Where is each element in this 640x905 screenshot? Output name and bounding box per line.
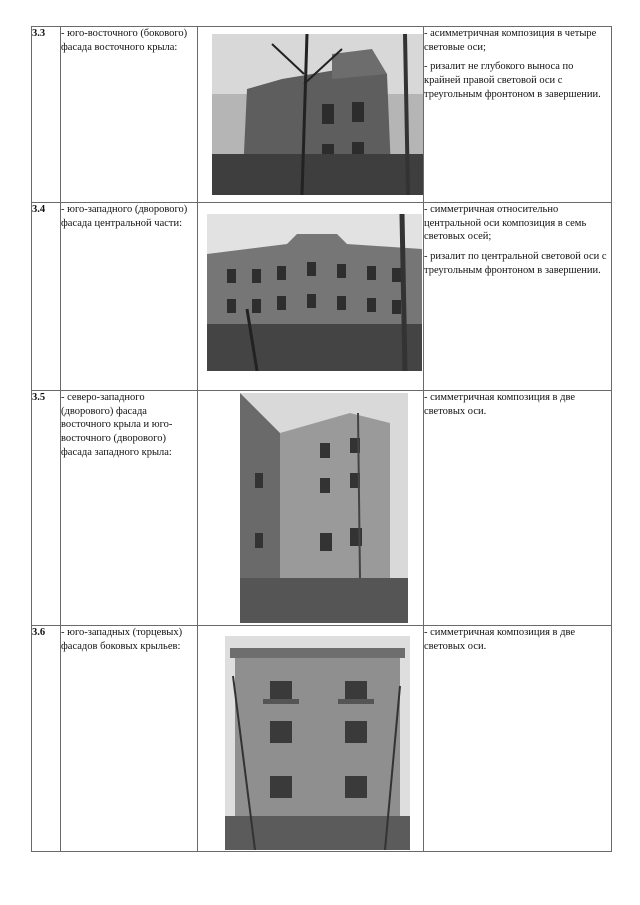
- facade-description: [424, 203, 612, 391]
- table-row: [32, 626, 612, 852]
- photo-cell: [198, 27, 424, 203]
- description-item: - асимметричная композиция в четыре световые оси;: [424, 28, 597, 53]
- row-number: 3.4: [32, 203, 61, 391]
- photo-cell: [198, 626, 424, 852]
- facade-label: - юго-восточного (бокового) фасада восточного крыла:: [61, 27, 198, 203]
- facade-photo: [207, 214, 422, 371]
- description-item: - ризалит по центральной световой оси с треугольным фронтоном в завершении.: [424, 250, 607, 276]
- facade-photo: [225, 636, 410, 850]
- facade-table: [31, 26, 612, 852]
- photo-cell: [198, 391, 424, 626]
- facade-label: - северо-западного (дворового) фасада восточного крыла и юго-восточного (дворового) фасада западного крыла:: [61, 391, 198, 626]
- description-item: - ризалит не глубокого выноса по крайней правой световой оси с треугольным фронтоном в завершении.: [424, 61, 601, 100]
- table-row: [32, 27, 612, 203]
- description-item: - симметричная композиция в две световых оси.: [424, 627, 576, 652]
- row-number: 3.5: [32, 391, 61, 626]
- facade-label: - юго-западных (торцевых) фасадов боковых крыльев:: [61, 626, 198, 852]
- facade-description: [424, 626, 612, 852]
- description-item: - симметричная относительно центральной оси композиция в семь световых осей;: [424, 204, 587, 243]
- photo-cell: [198, 203, 424, 391]
- description-item: - симметричная композиция в две световых оси.: [424, 392, 576, 417]
- facade-label: - юго-западного (дворового) фасада центральной части:: [61, 203, 198, 391]
- table-row: [32, 203, 612, 391]
- facade-photo: [212, 34, 423, 195]
- facade-description: [424, 27, 612, 203]
- facade-description: [424, 391, 612, 626]
- table-row: [32, 391, 612, 626]
- row-number: 3.6: [32, 626, 61, 852]
- facade-photo: [240, 393, 408, 623]
- row-number: 3.3: [32, 27, 61, 203]
